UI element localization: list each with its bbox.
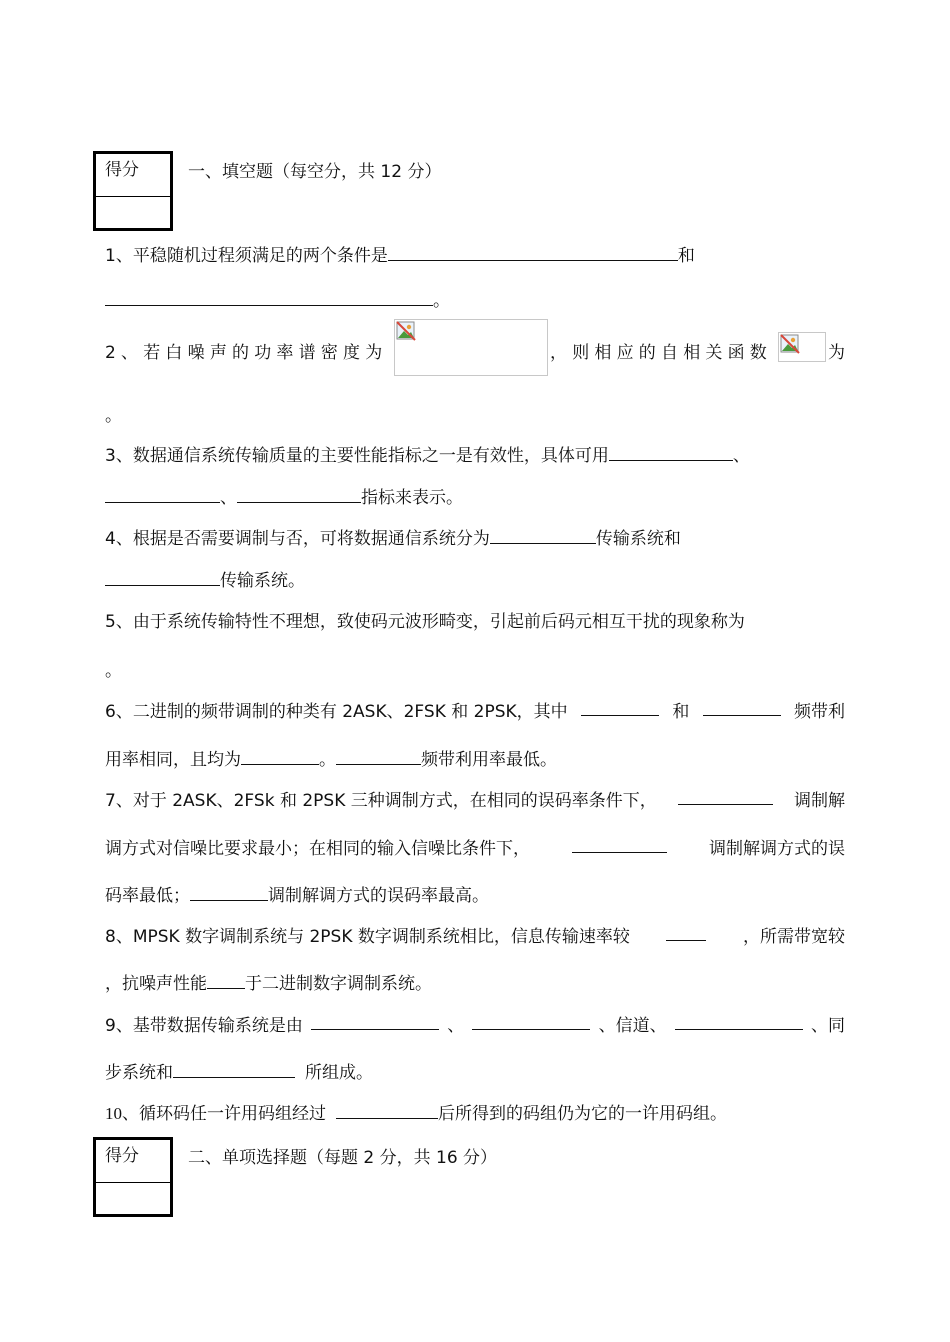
question-text: ，抗噪声性能	[105, 974, 207, 994]
question-1-line1	[105, 241, 695, 266]
question-text: 4、根据是否需要调制与否，可将数据通信系统分为	[105, 529, 490, 549]
score-box-section1	[93, 151, 173, 231]
answer-blank[interactable]	[675, 1011, 803, 1030]
answer-blank[interactable]	[666, 922, 706, 941]
answer-blank[interactable]	[572, 834, 667, 853]
question-text: 频带利用率最低。	[421, 750, 557, 770]
question-text: 后所得到的码组仍为它的一许用码组。	[438, 1104, 727, 1124]
question-4-line2	[105, 566, 305, 591]
question-text: 1、平稳随机过程须满足的两个条件是	[105, 246, 388, 266]
answer-blank[interactable]	[207, 970, 245, 989]
answer-blank[interactable]	[703, 697, 781, 716]
answer-blank[interactable]	[490, 525, 596, 544]
answer-blank[interactable]	[311, 1011, 439, 1030]
question-text: 用率相同，且均为	[105, 750, 241, 770]
question-2-text-b: ，则相应的自相关函数	[550, 343, 772, 363]
score-box-divider	[96, 196, 170, 197]
answer-blank[interactable]	[237, 484, 361, 503]
answer-blank[interactable]	[241, 746, 319, 765]
question-text: 6、二进制的频带调制的种类有 2ASK、2FSK 和 2PSK，其中	[105, 702, 568, 722]
question-7-line3	[105, 881, 489, 906]
question-text: 3、数据通信系统传输质量的主要性能指标之一是有效性，具体可用	[105, 446, 609, 466]
question-10-line1	[105, 1099, 727, 1124]
question-text: 频带利	[793, 702, 845, 722]
question-text: 、同	[810, 1016, 845, 1036]
question-text: 8、MPSK 数字调制系统与 2PSK 数字调制系统相比，信息传输速率较	[105, 927, 630, 947]
score-box-section2	[93, 1137, 173, 1217]
question-text: 、信道、	[598, 1016, 667, 1036]
question-text: 。	[319, 750, 336, 770]
question-text: 调制解调方式的误	[709, 839, 845, 859]
question-text: 。	[433, 291, 450, 311]
answer-blank[interactable]	[173, 1059, 295, 1078]
question-text: 码率最低；	[105, 886, 190, 906]
question-text: 7、对于 2ASK、2FSk 和 2PSK 三种调制方式，在相同的误码率条件下，	[105, 791, 657, 811]
answer-blank[interactable]	[472, 1011, 590, 1030]
formula-image-placeholder	[778, 332, 826, 362]
question-text: 、	[220, 488, 237, 508]
question-text: ，所需带宽较	[742, 927, 845, 947]
question-2-text-d: 。	[105, 406, 122, 426]
answer-blank[interactable]	[105, 287, 433, 306]
question-3-line1	[105, 441, 750, 466]
score-box-divider	[96, 1182, 170, 1183]
question-6-line2	[105, 745, 557, 770]
answer-blank[interactable]	[609, 442, 733, 461]
question-text: 调制解	[793, 791, 845, 811]
question-7-line2	[105, 834, 845, 859]
question-6-line1	[105, 697, 845, 722]
question-text: 和	[672, 702, 690, 722]
answer-blank[interactable]	[678, 786, 773, 805]
question-text: 所组成。	[305, 1063, 373, 1083]
answer-blank[interactable]	[336, 746, 421, 765]
question-text: 10、循环码任一许用码组经过	[105, 1104, 326, 1123]
formula-image-placeholder	[394, 319, 548, 376]
section2-title: 二、单项选择题（每题 2 分，共 16 分）	[188, 1148, 498, 1168]
question-3-line2	[105, 483, 463, 508]
question-4-line1	[105, 524, 681, 549]
question-text: 传输系统和	[595, 529, 681, 549]
answer-blank[interactable]	[190, 882, 268, 901]
broken-image-icon	[779, 333, 801, 355]
question-9-line1	[105, 1011, 845, 1036]
score-label: 得分	[105, 160, 139, 180]
question-text: 传输系统。	[220, 571, 305, 591]
question-8-line1	[105, 922, 845, 947]
question-9-line2	[105, 1058, 373, 1083]
answer-blank[interactable]	[336, 1100, 438, 1119]
question-text: 调方式对信噪比要求最小；在相同的输入信噪比条件下，	[105, 839, 530, 859]
question-text: 、	[447, 1016, 465, 1036]
question-text: 指标来表示。	[361, 488, 463, 508]
question-7-line1	[105, 786, 845, 811]
question-1-line2	[105, 286, 450, 311]
score-label: 得分	[105, 1146, 139, 1166]
answer-blank[interactable]	[105, 567, 220, 586]
broken-image-icon	[395, 320, 417, 342]
question-text: 和	[677, 246, 695, 266]
question-2-text-c: 为	[828, 343, 845, 363]
question-text: 于二进制数字调制系统。	[245, 974, 432, 994]
question-text: 、	[732, 446, 750, 466]
question-5-text-a: 5、由于系统传输特性不理想，致使码元波形畸变，引起前后码元相互干扰的现象称为	[105, 612, 745, 632]
question-text: 调制解调方式的误码率最高。	[268, 886, 489, 906]
question-2-text-a: 2、若白噪声的功率谱密度为	[105, 343, 388, 363]
answer-blank[interactable]	[105, 484, 220, 503]
answer-blank[interactable]	[581, 697, 659, 716]
question-text: 9、基带数据传输系统是由	[105, 1016, 303, 1036]
section1-title: 一、填空题（每空分，共 12 分）	[188, 162, 442, 182]
question-5-text-b: 。	[105, 661, 122, 681]
question-text: 步系统和	[105, 1063, 173, 1083]
question-8-line2	[105, 969, 432, 994]
answer-blank[interactable]	[388, 242, 678, 261]
